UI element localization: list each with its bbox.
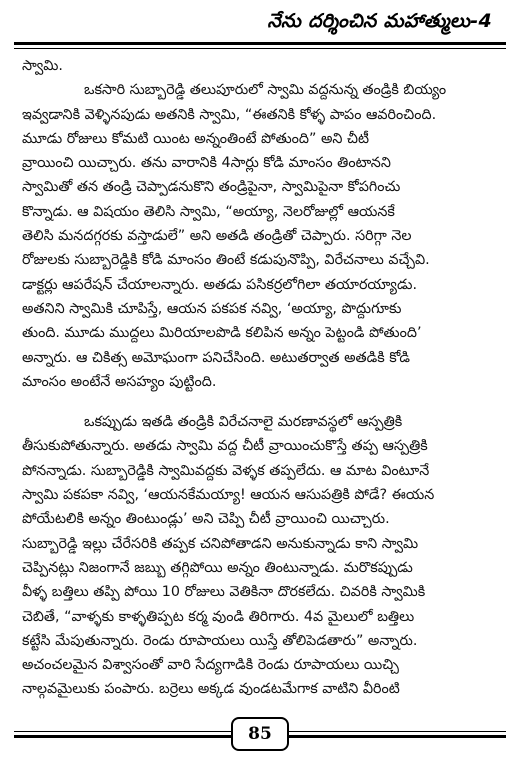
text-line: మూడు రోజులు కోమటి యింట అన్నంతింటే పోతుంది” అని చీటీ	[22, 130, 369, 147]
text-line: స్వామి.	[22, 58, 63, 74]
text-line: మాంసం అంటేనే అసహ్యం పుట్టింది.	[22, 373, 217, 390]
header-rule-thin	[14, 48, 506, 49]
header-rule-thick	[14, 42, 506, 45]
page-footer	[14, 717, 506, 751]
text-line: చెబితే, “వాళ్ళకు కాళ్ళతిప్పట కర్మ వుండి తిరిగారు. 4వ మైలులో బత్తిలు	[22, 608, 415, 625]
text-line: పోయేటలికి అన్నం తింటుండ్లు’ అని చెప్పి చీటీ వ్రాయించి యిచ్చారు.	[22, 511, 390, 528]
text-line: అతనిని స్వామికి చూపిస్తే, ఆయన పకపక నవ్వి, ‘అయ్యా, పొద్దుగూకు	[22, 300, 402, 317]
paragraph-3	[22, 410, 500, 702]
text-line: తీసుకుపోతున్నారు. అతడు స్వామి వద్ద చీటీ వ్రాయించుకొస్తే తప్ప ఆస్పత్రికి	[22, 438, 428, 455]
text-line: తుంది. మూడు ముద్దలు మిరియాలపొడి కలిపిన అన్నం పెట్టండి పోతుంది’	[22, 325, 422, 342]
text-line: కట్టేసి మేపుతున్నారు. రెండు రూపాయలు యిస్తే తోలిపెడతారు” అన్నారు.	[22, 632, 418, 649]
text-line: వీళ్ళ బత్తిలు తప్పి పోయి 10 రోజులు వెతికినా దొరకలేదు. చివరికి స్వామికి	[22, 584, 426, 601]
text-line: ఒకసారి సుబ్బారెడ్డి తలుపూరులో స్వామి వద్దనున్న తండ్రికి బియ్యం	[84, 82, 447, 99]
text-line: సుబ్బారెడ్డి ఇల్లు చేరేసరికి తప్పక చనిపోతాడని అనుకున్నాడు కాని స్వామి	[22, 535, 419, 552]
page-number: 85	[231, 717, 289, 751]
text-line: చెప్పినట్లు నిజంగానే జబ్బు తగ్గిపోయి అన్నం తింటున్నాడు. మరొకప్పుడు	[22, 559, 413, 576]
text-line: కొన్నాడు. ఆ విషయం తెలిసి స్వామి, “అయ్యా, నెలరోజుల్లో ఆయనకే	[22, 203, 395, 220]
running-header	[14, 8, 506, 48]
body-text	[22, 54, 500, 702]
text-line: నాల్గవమైలుకు పంపారు. బర్రెలు అక్కడ వుండటమేగాక వాటిని వీరింటి	[22, 681, 400, 698]
text-line: రోజులకు సుబ్బారెడ్డికి కోడి మాంసం తింటే కడుపునొప్పి, విరేచనాలు వచ్చేవి.	[22, 252, 430, 269]
paragraph-1	[22, 54, 500, 78]
text-line: డాక్టర్లు ఆపరేషన్ చేయాలన్నారు. అతడు పసికర్రలోగిలా తయారయ్యాడు.	[22, 276, 418, 293]
text-line: వ్రాయించి యిచ్చారు. తను వారానికి 4సార్లు కోడి మాంసం తింటానని	[22, 155, 391, 172]
text-line: అచంచలమైన విశ్వాసంతో వారి సేద్యగాడికి రెండు రూపాయలు యిచ్చి	[22, 657, 399, 674]
text-line: ఇవ్వడానికి వెళ్ళినపుడు అతనికి స్వామి, “ఈతనికి కోళ్ళ పాపం ఆవరించింది.	[22, 106, 437, 123]
text-line: స్వామితో తన తండ్రి చెప్పాడనుకొని తండ్రిపైనా, స్వామిపైనా కోపగించు	[22, 179, 401, 196]
text-line: పోనన్నాడు. సుబ్బారెడ్డికి స్వామివద్దకు వెళ్ళక తప్పలేదు. ఆ మాట వింటూనే	[22, 462, 430, 479]
text-line: స్వామి పకపకా నవ్వి, ‘ఆయనకేమయ్యా! ఆయన ఆసుపత్రికి పోడే? ఈయన	[22, 487, 435, 504]
text-line: ఒకప్పుడు ఇతడి తండ్రికి విరేచనాలై మరణావస్థలో ఆస్పత్రికి	[84, 414, 403, 431]
text-line: అన్నారు. ఆ చికిత్స అమోఘంగా పనిచేసింది. అటుతర్వాత అతడికి కోడి	[22, 349, 410, 366]
running-title: నేను దర్శించిన మహాత్ములు-4	[267, 10, 492, 32]
text-line: తెలిసి మనదగ్గరకు వస్తాడులే” అని అతడి తండ్రితో చెప్పారు. సరిగ్గా నెల	[22, 228, 412, 245]
paragraph-2	[22, 78, 500, 394]
